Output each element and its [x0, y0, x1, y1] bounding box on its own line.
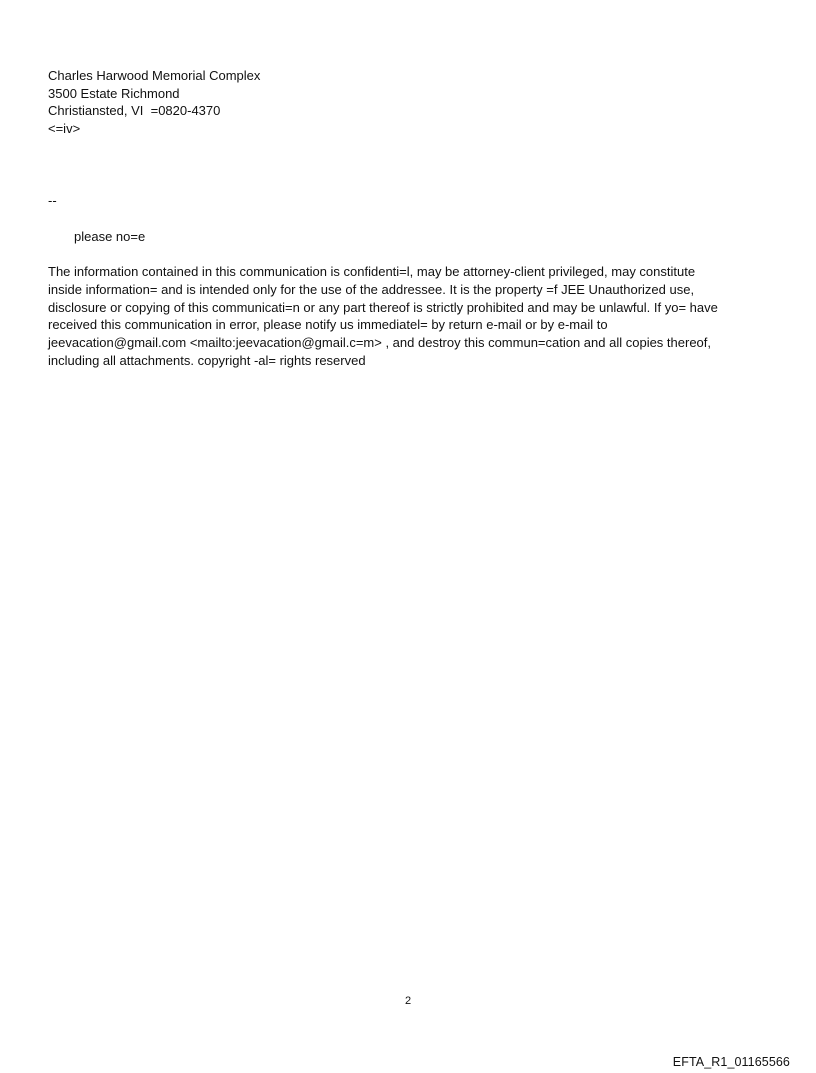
address-line-extra: <=iv>	[48, 120, 81, 136]
disclaimer-line: The information contained in this communication is confidenti=l, may be attorney-client privileged, may constitute	[48, 264, 696, 279]
address-block	[48, 67, 260, 137]
disclaimer-line: inside information= and is intended only for the use of the addressee. It is the property =f JEE Unauthorized use,	[48, 281, 695, 297]
address-line-street: 3500 Estate Richmond	[48, 85, 180, 101]
disclaimer-line: jeevacation@gmail.com <mailto:jeevacation@gmail.c=m> , and destroy this commun=cation and all copies thereof,	[48, 335, 712, 351]
address-line-city: Christiansted, VI =0820-4370	[48, 103, 221, 118]
disclaimer-line: disclosure or copying of this communicati=n or any part thereof is strictly prohibited and may be unlawful. If yo= have	[48, 299, 718, 315]
disclaimer-line: received this communication in error, please notify us immediatel= by return e-mail or by e-mail to	[48, 317, 608, 333]
disclaimer-line: including all attachments. copyright -al= rights reserved	[48, 352, 366, 368]
confidentiality-disclaimer	[48, 263, 768, 370]
bates-number: EFTA_R1_01165566	[672, 1055, 790, 1069]
signature-separator: --	[48, 193, 57, 208]
note-text: please no=e	[74, 229, 146, 244]
page-number: 2	[404, 995, 412, 1007]
address-line-name: Charles Harwood Memorial Complex	[48, 68, 261, 83]
